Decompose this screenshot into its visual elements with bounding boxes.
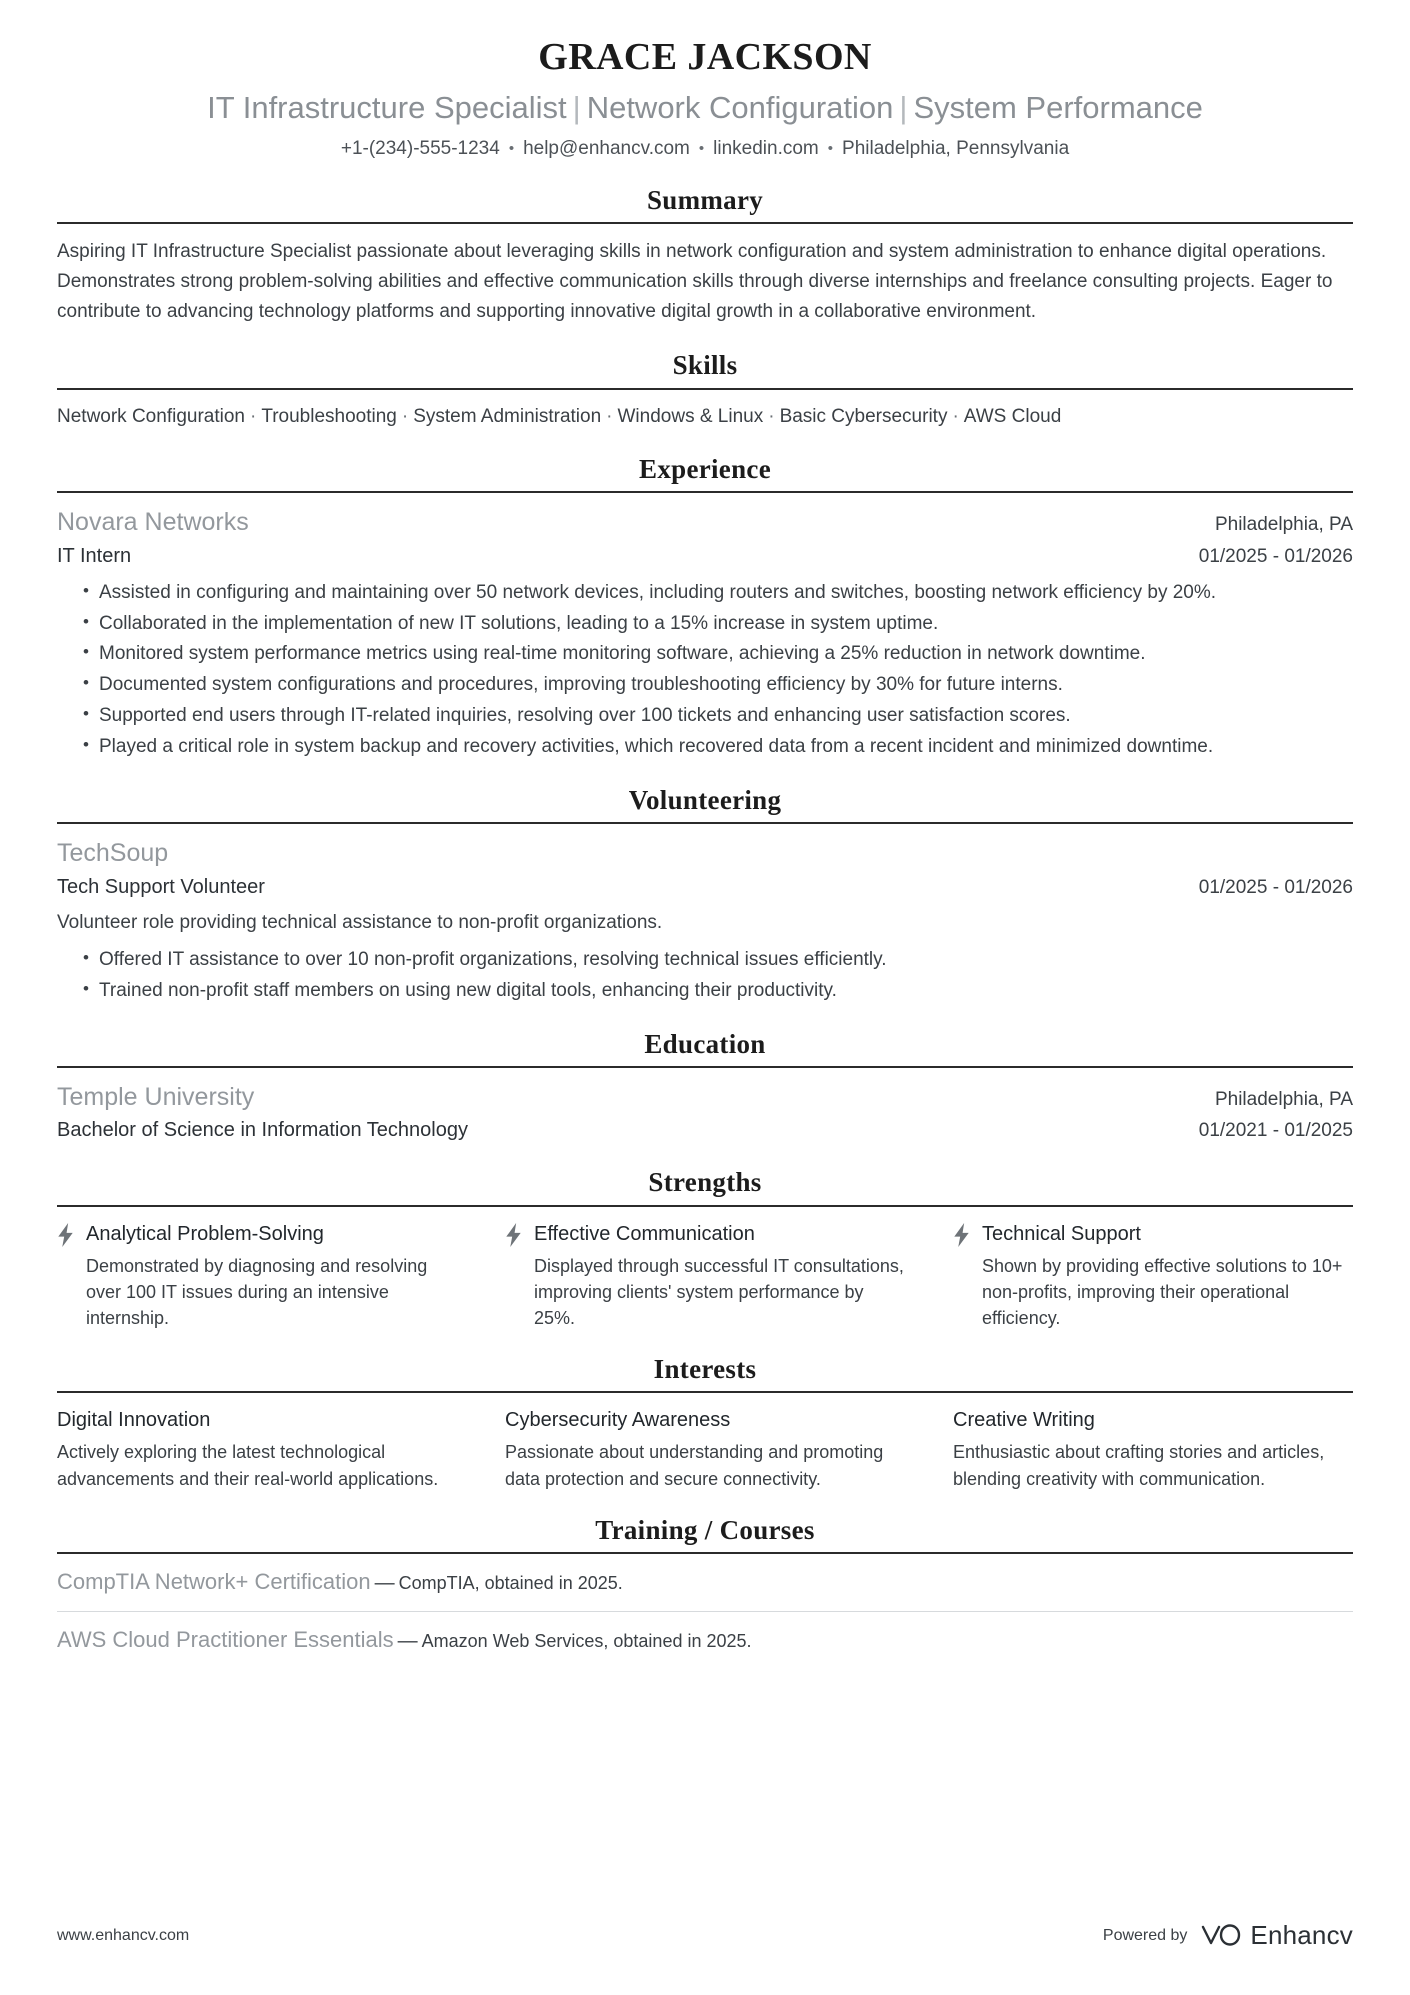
skill-item: Basic Cybersecurity [779, 405, 948, 427]
strength-title: Technical Support [982, 1222, 1141, 1245]
education-degree: Bachelor of Science in Information Technology [57, 1119, 468, 1142]
section-volunteering [57, 784, 1353, 1006]
interest-title: Creative Writing [953, 1409, 1095, 1432]
contact-line [57, 137, 1353, 162]
course-divider [57, 1611, 1353, 1612]
interest-item [57, 1407, 457, 1491]
experience-entry-subheader [57, 539, 1353, 570]
volunteering-entry [57, 838, 1353, 1006]
contact-email[interactable]: help@enhancv.com [523, 137, 690, 159]
strength-description: Demonstrated by diagnosing and resolving over 100 IT issues during an intensive internship. [86, 1255, 428, 1328]
experience-organization: Novara Networks [57, 508, 249, 537]
section-title-strengths: Strengths [648, 1167, 762, 1198]
volunteering-bullet-list [57, 946, 1353, 1006]
powered-by-label: Powered by [1102, 1926, 1188, 1944]
section-title-volunteering: Volunteering [628, 784, 782, 815]
section-experience [57, 453, 1353, 762]
contact-separator-2: • [698, 140, 705, 158]
interests-grid [57, 1407, 1353, 1491]
course-name: CompTIA Network+ Certification [57, 1569, 371, 1595]
section-title-education: Education [644, 1028, 766, 1059]
enhancv-logo-icon [1201, 1923, 1241, 1949]
strength-description: Displayed through successful IT consultations, improving clients' system performance by 25%. [534, 1255, 904, 1328]
headline-separator-1: | [572, 89, 581, 125]
contact-separator-1: • [508, 140, 515, 158]
list-item: • Trained non-profit staff members on using new digital tools, enhancing their productivity. [83, 977, 1353, 1006]
education-entry-subheader [57, 1113, 1353, 1144]
page-footer [57, 1920, 1353, 1951]
section-divider [57, 1205, 1353, 1207]
section-strengths [57, 1166, 1353, 1331]
education-entry [57, 1082, 1353, 1144]
headline-separator-2: | [899, 89, 908, 125]
skill-separator: · [401, 405, 409, 427]
section-education [57, 1028, 1353, 1145]
course-dash: — [374, 1572, 395, 1595]
contact-phone: +1-(234)-555-1234 [340, 137, 500, 159]
headline-part-1: IT Infrastructure Specialist [207, 89, 567, 125]
interest-title: Cybersecurity Awareness [505, 1409, 731, 1432]
resume-header [57, 0, 1353, 162]
education-entry-header [57, 1082, 1353, 1113]
skill-separator: · [249, 405, 257, 427]
skill-item: Windows & Linux [617, 405, 764, 427]
course-meta: CompTIA, obtained in 2025. [398, 1573, 623, 1594]
list-item: • Collaborated in the implementation of new IT solutions, leading to a 15% increase in system uptime. [83, 610, 1353, 639]
section-title-training: Training / Courses [595, 1514, 815, 1545]
section-interests [57, 1353, 1353, 1492]
headline-part-3: System Performance [913, 89, 1203, 125]
course-item [57, 1567, 1353, 1598]
interest-description: Actively exploring the latest technological advancements and their real-world applications. [57, 1442, 439, 1489]
list-item: • Offered IT assistance to over 10 non-profit organizations, resolving technical issues efficiently. [83, 946, 1353, 975]
experience-entry [57, 507, 1353, 762]
list-item: • Assisted in configuring and maintaining over 50 network devices, including routers and switches, boosting network efficiency by 20%. [83, 579, 1353, 608]
list-item: • Monitored system performance metrics using real-time monitoring software, achieving a 25% reduction in network downtime. [83, 640, 1353, 669]
section-skills [57, 349, 1353, 431]
section-divider [57, 1066, 1353, 1068]
interest-item [505, 1407, 905, 1491]
skill-item: Troubleshooting [261, 405, 397, 427]
interest-item [953, 1407, 1353, 1491]
experience-location: Philadelphia, PA [1214, 514, 1353, 536]
section-divider [57, 388, 1353, 390]
contact-linkedin[interactable]: linkedin.com [713, 137, 819, 159]
strength-title: Analytical Problem-Solving [86, 1222, 324, 1245]
education-dates: 01/2021 - 01/2025 [1198, 1120, 1353, 1142]
section-divider [57, 822, 1353, 824]
volunteering-organization: TechSoup [57, 839, 169, 868]
powered-by-block [1103, 1920, 1353, 1951]
strength-item [57, 1221, 457, 1331]
volunteering-entry-subheader [57, 870, 1353, 901]
footer-website-url[interactable]: www.enhancv.com [57, 1926, 190, 1944]
interest-description: Enthusiastic about crafting stories and articles, blending creativity with communication. [953, 1442, 1325, 1489]
professional-headline [57, 88, 1353, 128]
section-divider [57, 222, 1353, 224]
contact-separator-3: • [827, 140, 834, 158]
enhancv-brand [1201, 1920, 1353, 1951]
strength-header [57, 1221, 457, 1247]
section-title-experience: Experience [639, 454, 771, 484]
strength-item [953, 1221, 1353, 1331]
contact-location: Philadelphia, Pennsylvania [842, 137, 1070, 159]
list-item: • Documented system configurations and procedures, improving troubleshooting efficiency by 30% for future interns. [83, 671, 1353, 700]
skill-separator: · [606, 405, 613, 427]
volunteering-role: Tech Support Volunteer [57, 875, 265, 898]
list-item: • Supported end users through IT-related inquiries, resolving over 100 tickets and enhancing user satisfaction scores. [83, 702, 1353, 731]
course-dash: — [397, 1629, 418, 1652]
section-summary [57, 184, 1353, 327]
list-item: • Played a critical role in system backup and recovery activities, which recovered data from a recent incident and minimized downtime. [83, 733, 1353, 762]
experience-entry-header [57, 507, 1353, 538]
skill-item: System Administration [413, 405, 602, 427]
education-location: Philadelphia, PA [1214, 1089, 1353, 1111]
interest-description: Passionate about understanding and promoting data protection and secure connectivity. [505, 1442, 884, 1489]
section-divider [57, 491, 1353, 493]
skills-list [57, 403, 1353, 432]
lightning-bolt-icon [505, 1223, 522, 1247]
section-title-skills: Skills [672, 350, 738, 381]
volunteering-note: Volunteer role providing technical assistance to non-profit organizations. [57, 911, 663, 933]
headline-part-2: Network Configuration [586, 89, 894, 125]
education-institution: Temple University [57, 1083, 255, 1112]
experience-bullet-list [57, 579, 1353, 762]
strength-header [505, 1221, 905, 1247]
skill-separator: · [768, 405, 775, 427]
strengths-grid [57, 1221, 1353, 1331]
skill-item: Network Configuration [57, 405, 245, 427]
experience-role: IT Intern [57, 544, 132, 567]
course-name: AWS Cloud Practitioner Essentials [57, 1626, 394, 1652]
interest-title: Digital Innovation [57, 1409, 211, 1432]
page-title: GRACE JACKSON [538, 36, 872, 78]
enhancv-wordmark: Enhancv [1250, 1920, 1353, 1950]
skill-item: AWS Cloud [963, 405, 1062, 427]
skill-separator: · [952, 405, 959, 427]
section-divider [57, 1391, 1353, 1393]
volunteering-entry-header [57, 838, 1353, 869]
section-title-summary: Summary [646, 184, 764, 215]
course-item [57, 1625, 1353, 1656]
summary-text: Aspiring IT Infrastructure Specialist passionate about leveraging skills in network configuration and system administration to enhance digital operations. Demonstrates strong problem-solving abilities and effective communication skills through diverse internships and freelance consulting projects. Eager to contribute to advancing technology platforms and supporting innovative digital growth in a collaborative environment. [57, 241, 1333, 323]
course-meta: Amazon Web Services, obtained in 2025. [421, 1630, 752, 1651]
section-title-interests: Interests [653, 1354, 757, 1385]
lightning-bolt-icon [57, 1223, 74, 1247]
strength-title: Effective Communication [534, 1222, 755, 1245]
experience-dates: 01/2025 - 01/2026 [1198, 545, 1353, 567]
strength-header [953, 1221, 1353, 1247]
volunteering-dates: 01/2025 - 01/2026 [1198, 876, 1353, 898]
section-divider [57, 1552, 1353, 1554]
strength-item [505, 1221, 905, 1331]
lightning-bolt-icon [953, 1223, 970, 1247]
strength-description: Shown by providing effective solutions to 10+ non-profits, improving their operational efficiency. [982, 1255, 1343, 1328]
section-training [57, 1514, 1353, 1656]
